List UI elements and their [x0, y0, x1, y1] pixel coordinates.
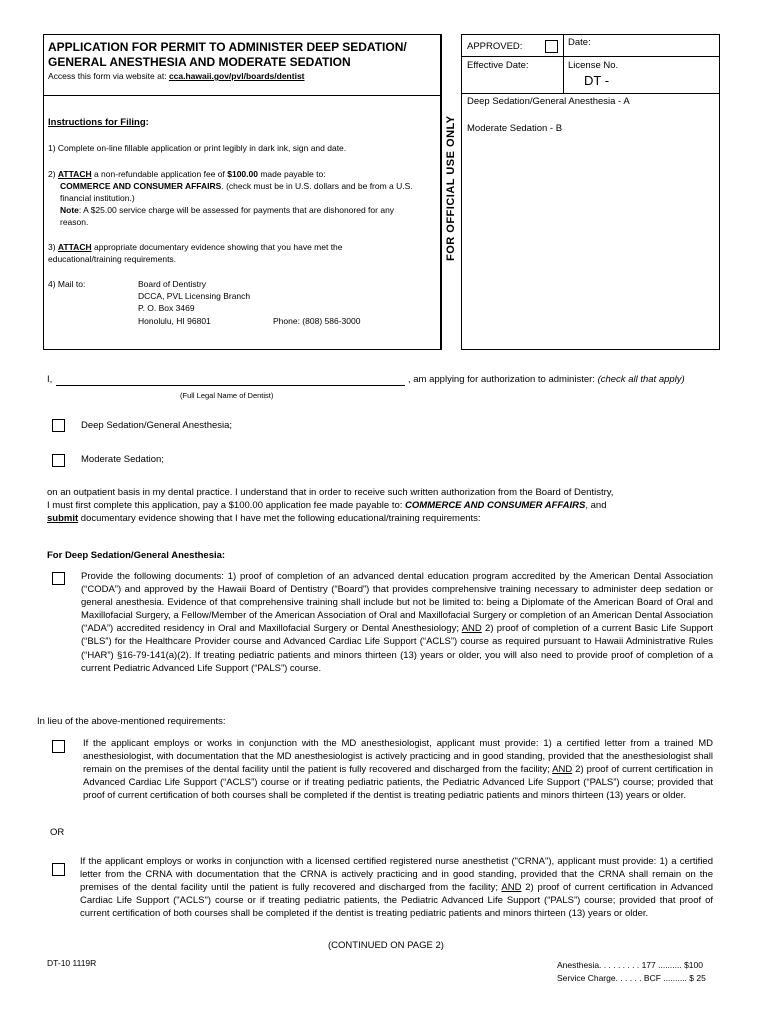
item3-text: appropriate documentary evidence showing that you have met the educational/training requirements.: [48, 242, 343, 264]
date-label: Date:: [568, 37, 591, 48]
official-row-line2: [461, 93, 720, 94]
effective-date-label: Effective Date:: [467, 60, 529, 71]
item2-fee: $100.00: [227, 169, 258, 179]
moderate-sedation-checkbox[interactable]: [52, 454, 65, 467]
instruction-item-2: [48, 168, 418, 228]
deep-and: AND: [461, 623, 482, 635]
or-label: OR: [50, 827, 65, 838]
license-no-label: License No.: [568, 60, 619, 71]
item2-payee: COMMERCE AND CONSUMER AFFAIRS: [60, 181, 222, 191]
header-divider: [43, 95, 441, 96]
deep-requirements-text: [81, 570, 713, 675]
deep-heading: For Deep Sedation/General Anesthesia:: [47, 550, 226, 561]
lieu-p1-rest: 2) proof of current certification in Advanced Cardiac Life Support (“ACLS”) course or if treating pediatric patients, the Pediatric Advanced Life Support (“PALS”) course; provided that proof of current certification of both courses shall be completed if the dentist is treating pediatric patients and minors thirteen (13) years or older.: [83, 764, 713, 802]
item2-num: 2): [48, 169, 58, 179]
form-title-line2: GENERAL ANESTHESIA AND MODERATE SEDATION: [48, 55, 351, 69]
deep-requirements-checkbox[interactable]: [52, 572, 65, 585]
md-anesthesiologist-text: [83, 737, 713, 802]
deep-p1: Provide the following documents: 1) proof of completion of an advanced dental education program accredited by the American Dental Association (“CODA”) and approved by the Hawaii Board of Dentistry (“Board”) that provides comprehensive training necessary to administer deep sedation or general anesthesia. Evidence of that comprehensive training shall include but not be limited to: being a Diplomate of the American Board of Oral and Maxillofacial Surgery, a Fellow/Member of the American Association of Oral and Maxillofacial Surgery or completion of an American Dental Association (“ADA”) accredited residency in Oral and Maxillofacial Surgery or Dental Anesthesiology;: [81, 571, 713, 635]
form-title-line1: APPLICATION FOR PERMIT TO ADMINISTER DEEP SEDATION/: [48, 40, 407, 54]
full-name-field[interactable]: [56, 385, 405, 386]
mail-line-3: P. O. Box 3469: [138, 303, 195, 313]
form-id: DT-10 1119R: [47, 958, 97, 968]
license-prefix: DT -: [584, 73, 610, 88]
approved-checkbox[interactable]: [545, 40, 558, 53]
deep-sedation-checkbox[interactable]: [52, 419, 65, 432]
official-col-line: [563, 34, 564, 93]
statement-submit: submit: [47, 513, 79, 524]
item2-note-label: Note: [60, 205, 79, 215]
instructions-heading-text: Instructions for Filing: [48, 117, 146, 128]
crna-checkbox[interactable]: [52, 863, 65, 876]
approved-label: APPROVED:: [467, 41, 523, 52]
mail-line-4: Honolulu, HI 96801: [138, 316, 211, 326]
item2-note: : A $25.00 service charge will be assessed for payments that are dishonored for any reason.: [60, 205, 395, 227]
item2-text3: . (check must be in U.S. dollars and be from a U.S. financial institution.): [60, 181, 413, 203]
official-row-line1: [461, 56, 720, 57]
item3-num: 3): [48, 242, 58, 252]
statement-line-2: [47, 500, 607, 511]
lieu-p2-rest: 2) proof of current certification in Advanced Cardiac Life Support ("ACLS") course or if treating pediatric patients, the Pediatric Advanced Life Support (“PALS”) course; provided that proof of current certification of both courses shall be completed if the dentist is treating pediatric patients and minors thirteen (13) years or older.: [80, 882, 713, 920]
applicant-suffix-text: , am applying for authorization to administer:: [408, 374, 598, 385]
item2-text2: made payable to:: [257, 169, 326, 179]
statement-line3-rest: documentary evidence showing that I have met the following educational/training requirements:: [78, 513, 481, 524]
phone-number: Phone: (808) 586-3000: [273, 316, 361, 326]
item2-detail: [48, 180, 418, 228]
access-line: [48, 71, 305, 81]
fee-line-1: Anesthesia. . . . . . . . . 177 .......... $100: [557, 960, 703, 970]
md-anesthesiologist-checkbox[interactable]: [52, 740, 65, 753]
statement-line-1: on an outpatient basis in my dental practice. I understand that in order to receive such written authorization from the Board of Dentistry,: [47, 487, 614, 498]
official-use-label: FOR OFFICIAL USE ONLY: [445, 115, 457, 261]
applicant-suffix: [408, 374, 685, 385]
official-option-a: Deep Sedation/General Anesthesia - A: [467, 96, 630, 107]
continued-note: (CONTINUED ON PAGE 2): [328, 940, 444, 951]
item3-attach: ATTACH: [57, 242, 92, 252]
applicant-prefix: I,: [47, 374, 53, 385]
lieu-p1-and: AND: [552, 764, 573, 776]
mail-to-label: 4) Mail to:: [48, 279, 86, 289]
statement-payee: COMMERCE AND CONSUMER AFFAIRS: [405, 500, 586, 511]
lieu-p1: If the applicant employs or works in conjunction with the MD anesthesiologist, applicant must provide: 1) a certified letter from a trained MD anesthesiologist, with documentation that the MD anesthesiologist is actively practicing and in good standing, provided that the anesthesiologist shall remain on the premises of the dental facility until the patient is fully recovered and discharged from the facility;: [83, 738, 713, 776]
statement-line2-a: I must first complete this application, pay a $100.00 application fee made payable to:: [47, 500, 406, 511]
deep-sedation-option: Deep Sedation/General Anesthesia;: [81, 420, 233, 431]
statement-line2-b: , and: [585, 500, 607, 511]
instruction-item-3: [48, 241, 388, 265]
item2-text: a non-refundable application fee of: [91, 169, 228, 179]
access-prefix: Access this form via website at:: [48, 71, 169, 81]
website-link[interactable]: cca.hawaii.gov/pvl/boards/dentist: [168, 71, 305, 81]
fee-line-2: Service Charge. . . . . . BCF .......... $ 25: [557, 973, 706, 983]
check-all-note: (check all that apply): [597, 374, 685, 385]
statement-line-3: [47, 513, 481, 524]
lieu-p2-and: AND: [501, 882, 522, 894]
item2-attach: ATTACH: [57, 169, 92, 179]
official-option-b: Moderate Sedation - B: [467, 123, 563, 134]
mail-line-2: DCCA, PVL Licensing Branch: [138, 291, 251, 301]
instruction-item-1: 1) Complete on-line fillable application or print legibly in dark ink, sign and date.: [48, 143, 347, 153]
instructions-colon: :: [145, 117, 149, 128]
deep-p1-rest: 2) proof of completion of a current Basic Life Support (“BLS”) for the Healthcare Provider course and Advanced Cardiac Life Support (“ACLS”) course as required pursuant to Hawaii Administrative Rules (“HAR”) §16-79-141(a)(2). If treating pediatric patients and minors thirteen (13) years or older, you will also need to provide proof of completion of a current Pediatric Advanced Life Support (“PALS”) course.: [81, 623, 713, 674]
lieu-p2: If the applicant employs or works in conjunction with a licensed certified registered nurse anesthetist ("CRNA"), applicant must provide: 1) a certified letter from the CRNA with documentation that the CRNA is actively practicing and in good standing, provided that the CRNA shall remain on the premises of the dental facility until the patient is fully recovered and discharged from the facility;: [80, 856, 713, 894]
moderate-sedation-option: Moderate Sedation;: [81, 454, 164, 465]
instructions-heading: [48, 117, 149, 128]
lieu-heading: In lieu of the above-mentioned requirements:: [37, 716, 226, 727]
mail-line-1: Board of Dentistry: [138, 279, 207, 289]
crna-text: [80, 855, 713, 920]
full-name-caption: (Full Legal Name of Dentist): [180, 391, 274, 400]
